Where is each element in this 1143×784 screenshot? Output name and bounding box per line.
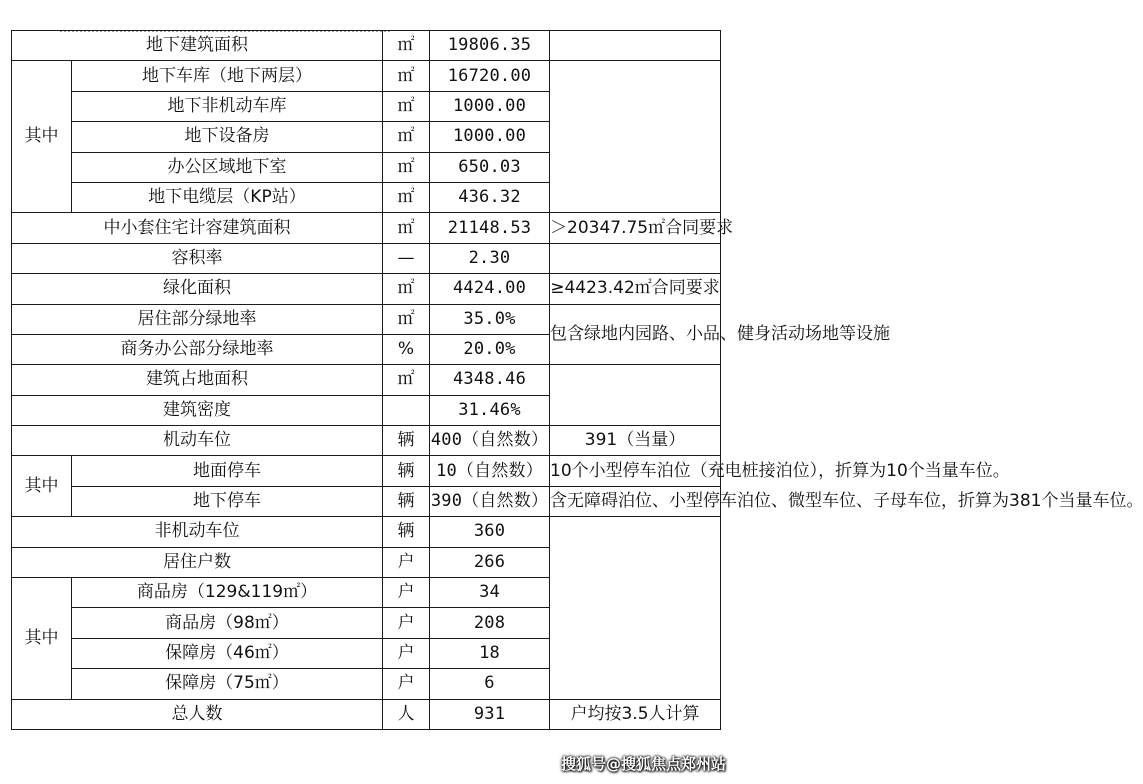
row-value: 18 <box>430 638 550 668</box>
row-note: 含无障碍泊位、小型停车泊位、微型车位、子母车位，折算为381个当量车位。 <box>550 486 721 516</box>
row-unit: 户 <box>383 608 430 638</box>
row-label: 地下设备房 <box>72 122 383 152</box>
row-note: 10个小型停车泊位（充电桩接泊位），折算为10个当量车位。 <box>550 456 721 486</box>
table-row <box>12 699 721 729</box>
table-row <box>12 61 721 91</box>
row-note: ≥4423.42㎡合同要求 <box>550 274 721 304</box>
table-row <box>12 365 721 395</box>
row-value: 1000.00 <box>430 122 550 152</box>
row-unit: 户 <box>383 669 430 699</box>
row-value: 1000.00 <box>430 91 550 121</box>
row-value: 34 <box>430 578 550 608</box>
row-value: 436.32 <box>430 182 550 212</box>
indicator-table <box>11 30 1143 730</box>
row-unit: 户 <box>383 638 430 668</box>
row-unit: % <box>383 334 430 364</box>
row-label: 保障房（46㎡） <box>72 638 383 668</box>
row-value: 20.0% <box>430 334 550 364</box>
row-unit: ㎡ <box>383 274 430 304</box>
row-unit: ㎡ <box>383 304 430 334</box>
row-value: 360 <box>430 517 550 547</box>
row-note: ＞20347.75㎡合同要求 <box>550 213 721 243</box>
row-note <box>550 31 721 61</box>
row-unit: 辆 <box>383 456 430 486</box>
row-value: 208 <box>430 608 550 638</box>
row-label: 地面停车 <box>72 456 383 486</box>
row-unit <box>383 395 430 425</box>
row-unit: 辆 <box>383 517 430 547</box>
table-row <box>12 213 721 243</box>
row-label: 地下建筑面积 <box>12 31 383 61</box>
row-label: 容积率 <box>12 243 383 273</box>
row-value: 266 <box>430 547 550 577</box>
row-value: 931 <box>430 699 550 729</box>
row-note: 包含绿地内园路、小品、健身活动场地等设施 <box>550 304 721 365</box>
row-label: 地下车库（地下两层） <box>72 61 383 91</box>
row-value: 10（自然数） <box>430 456 550 486</box>
table-row <box>12 31 721 61</box>
row-value: 6 <box>430 669 550 699</box>
row-label: 居住户数 <box>12 547 383 577</box>
row-label: 非机动车位 <box>12 517 383 547</box>
row-unit: ㎡ <box>383 61 430 91</box>
row-unit: 户 <box>383 578 430 608</box>
table-row <box>12 456 721 486</box>
row-label: 建筑占地面积 <box>12 365 383 395</box>
row-unit: ㎡ <box>383 213 430 243</box>
row-label: 中小套住宅计容建筑面积 <box>12 213 383 243</box>
row-value: 21148.53 <box>430 213 550 243</box>
row-label: 办公区域地下室 <box>72 152 383 182</box>
row-value: 390（自然数） <box>430 486 550 516</box>
row-label: 机动车位 <box>12 426 383 456</box>
table-row <box>12 486 721 516</box>
group-label: 其中 <box>12 61 72 213</box>
row-value: 2.30 <box>430 243 550 273</box>
row-value: 35.0% <box>430 304 550 334</box>
row-unit: 辆 <box>383 486 430 516</box>
row-label: 地下电缆层（KP站） <box>72 182 383 212</box>
row-unit: ㎡ <box>383 152 430 182</box>
row-label: 总人数 <box>12 699 383 729</box>
row-note <box>550 243 721 273</box>
row-label: 商品房（129&119㎡） <box>72 578 383 608</box>
row-unit: 辆 <box>383 426 430 456</box>
row-unit: ㎡ <box>383 31 430 61</box>
watermark: 搜狐号@搜狐焦点郑州站 <box>560 755 726 773</box>
row-unit: ㎡ <box>383 182 430 212</box>
group-label: 其中 <box>12 456 72 517</box>
row-label: 居住部分绿地率 <box>12 304 383 334</box>
row-value: 4348.46 <box>430 365 550 395</box>
table-row <box>12 426 721 456</box>
table-row <box>12 517 721 547</box>
row-note <box>550 365 721 426</box>
group-label: 其中 <box>12 578 72 700</box>
row-label: 地下停车 <box>72 486 383 516</box>
row-note: 391（当量） <box>550 426 721 456</box>
row-note <box>550 61 721 213</box>
table-row <box>12 243 721 273</box>
row-value: 650.03 <box>430 152 550 182</box>
row-unit: 户 <box>383 547 430 577</box>
row-value: 16720.00 <box>430 61 550 91</box>
row-value: 400（自然数） <box>430 426 550 456</box>
row-value: 19806.35 <box>430 31 550 61</box>
row-label: 绿化面积 <box>12 274 383 304</box>
row-label: 地下非机动车库 <box>72 91 383 121</box>
row-unit: ㎡ <box>383 365 430 395</box>
row-value: 31.46% <box>430 395 550 425</box>
row-label: 建筑密度 <box>12 395 383 425</box>
table-row <box>12 304 721 334</box>
row-note: 户均按3.5人计算 <box>550 699 721 729</box>
row-note <box>550 517 721 699</box>
row-label: 保障房（75㎡） <box>72 669 383 699</box>
row-label: 商务办公部分绿地率 <box>12 334 383 364</box>
row-unit: — <box>383 243 430 273</box>
row-label: 商品房（98㎡） <box>72 608 383 638</box>
row-unit: ㎡ <box>383 91 430 121</box>
row-unit: ㎡ <box>383 122 430 152</box>
table-row <box>12 274 721 304</box>
row-value: 4424.00 <box>430 274 550 304</box>
row-unit: 人 <box>383 699 430 729</box>
